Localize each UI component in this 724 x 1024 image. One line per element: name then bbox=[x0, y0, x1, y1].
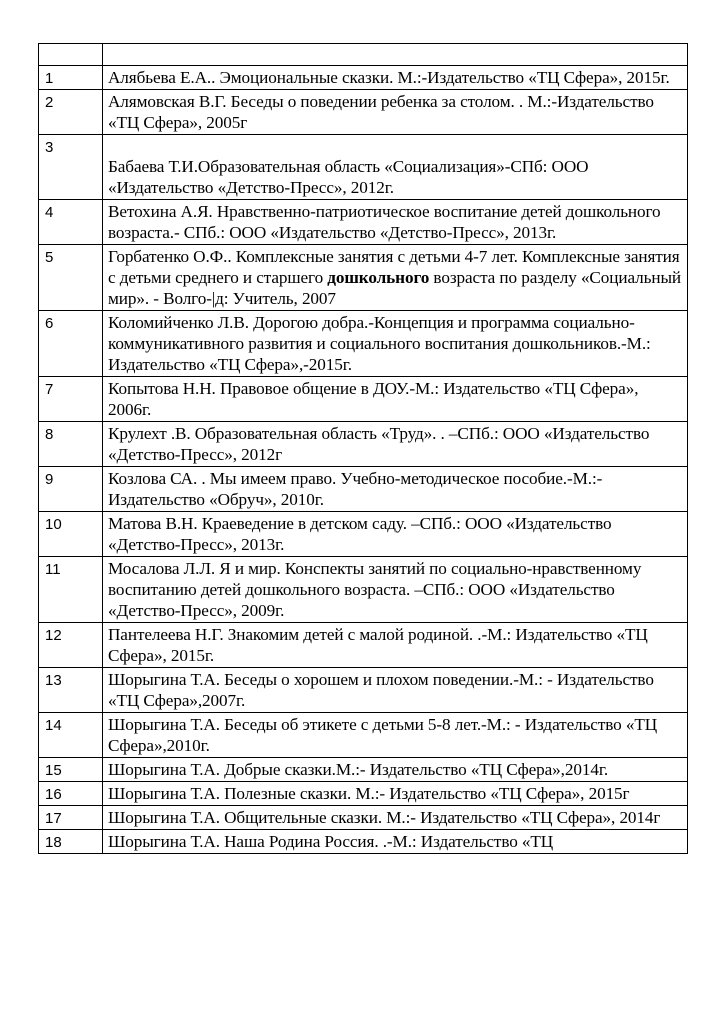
row-text: Козлова СА. . Мы имеем право. Учебно-методическое пособие.-М.:- Издательство «Обруч», 2010г. bbox=[103, 467, 688, 512]
row-number: 14 bbox=[39, 713, 103, 758]
table-row bbox=[39, 758, 688, 782]
table-row bbox=[39, 830, 688, 854]
row-number: 17 bbox=[39, 806, 103, 830]
table-row bbox=[39, 557, 688, 623]
table-row bbox=[39, 311, 688, 377]
row-number: 8 bbox=[39, 422, 103, 467]
row-number: 15 bbox=[39, 758, 103, 782]
bibliography-sheet bbox=[38, 43, 688, 854]
table-row bbox=[39, 512, 688, 557]
row-number: 4 bbox=[39, 200, 103, 245]
row-number: 9 bbox=[39, 467, 103, 512]
row-number: 6 bbox=[39, 311, 103, 377]
row-number: 18 bbox=[39, 830, 103, 854]
row-text: Шорыгина Т.А. Беседы об этикете с детьми 5-8 лет.-М.: - Издательство «ТЦ Сфера»,2010г. bbox=[103, 713, 688, 758]
row-text-cell bbox=[103, 135, 688, 200]
row-text-cell bbox=[103, 245, 688, 311]
row-text: Крулехт .В. Образовательная область «Труд». . –СПб.: ООО «Издательство «Детство-Пресс», 2012г bbox=[103, 422, 688, 467]
row-text: Алябьева Е.А.. Эмоциональные сказки. М.:-Издательство «ТЦ Сфера», 2015г. bbox=[103, 66, 688, 90]
row-text: Шорыгина Т.А. Полезные сказки. М.:- Издательство «ТЦ Сфера», 2015г bbox=[103, 782, 688, 806]
header-text-cell bbox=[103, 44, 688, 66]
table-row bbox=[39, 90, 688, 135]
row-text-bold: дошкольного bbox=[327, 268, 430, 287]
table-row bbox=[39, 422, 688, 467]
header-number-cell bbox=[39, 44, 103, 66]
row-number: 10 bbox=[39, 512, 103, 557]
row-text: Шорыгина Т.А. Общительные сказки. М.:- Издательство «ТЦ Сфера», 2014г bbox=[103, 806, 688, 830]
row-text-part: Горбатенко О.Ф.. Комплексные занятия с детьми 4-7 лет. Комплексные занятия с детьми среднего и старшего bbox=[108, 247, 680, 287]
row-text: Алямовская В.Г. Беседы о поведении ребенка за столом. . М.:-Издательство «ТЦ Сфера», 2005г bbox=[103, 90, 688, 135]
table-row bbox=[39, 377, 688, 422]
row-number: 16 bbox=[39, 782, 103, 806]
table-row bbox=[39, 713, 688, 758]
row-number: 2 bbox=[39, 90, 103, 135]
row-number: 11 bbox=[39, 557, 103, 623]
row-text: Пантелеева Н.Г. Знакомим детей с малой родиной. .-М.: Издательство «ТЦ Сфера», 2015г. bbox=[103, 623, 688, 668]
row-number: 12 bbox=[39, 623, 103, 668]
row-number: 13 bbox=[39, 668, 103, 713]
row-text: Бабаева Т.И.Образовательная область «Социализация»-СПб: ООО «Издательство «Детство-Пресс», 2012г. bbox=[108, 157, 589, 197]
table-row bbox=[39, 66, 688, 90]
row-number: 1 bbox=[39, 66, 103, 90]
row-text: Мосалова Л.Л. Я и мир. Конспекты занятий по социально-нравственному воспитанию детей дошкольного возраста. –СПб.: ООО «Издательство «Детство-Пресс», 2009г. bbox=[103, 557, 688, 623]
table-row bbox=[39, 245, 688, 311]
row-number: 3 bbox=[39, 135, 103, 200]
row-text: Ветохина А.Я. Нравственно-патриотическое воспитание детей дошкольного возраста.- СПб.: ООО «Издательство «Детство-Пресс», 2013г. bbox=[103, 200, 688, 245]
row-text: Шорыгина Т.А. Добрые сказки.М.:- Издательство «ТЦ Сфера»,2014г. bbox=[103, 758, 688, 782]
table-row bbox=[39, 200, 688, 245]
row-text: Шорыгина Т.А. Беседы о хорошем и плохом поведении.-М.: - Издательство «ТЦ Сфера»,2007г. bbox=[103, 668, 688, 713]
row-text: Шорыгина Т.А. Наша Родина Россия. .-М.: Издательство «ТЦ bbox=[103, 830, 688, 854]
table-header-row bbox=[39, 44, 688, 66]
bibliography-table bbox=[38, 43, 688, 854]
row-text: Матова В.Н. Краеведение в детском саду. –СПб.: ООО «Издательство «Детство-Пресс», 2013г. bbox=[103, 512, 688, 557]
row-number: 5 bbox=[39, 245, 103, 311]
table-row bbox=[39, 806, 688, 830]
table-row bbox=[39, 467, 688, 512]
table-row bbox=[39, 135, 688, 200]
table-row bbox=[39, 782, 688, 806]
row-number: 7 bbox=[39, 377, 103, 422]
row-text: Коломийченко Л.В. Дорогою добра.-Концепция и программа социально-коммуникативного развития и социального воспитания дошкольников.-М.: Издательство «ТЦ Сфера»,-2015г. bbox=[103, 311, 688, 377]
row-text: Копытова Н.Н. Правовое общение в ДОУ.-М.: Издательство «ТЦ Сфера», 2006г. bbox=[103, 377, 688, 422]
row-text-part: возраста по разделу «Социальный мир». - Волго-|д: Учитель, 2007 bbox=[108, 268, 682, 308]
table-row bbox=[39, 623, 688, 668]
table-row bbox=[39, 668, 688, 713]
